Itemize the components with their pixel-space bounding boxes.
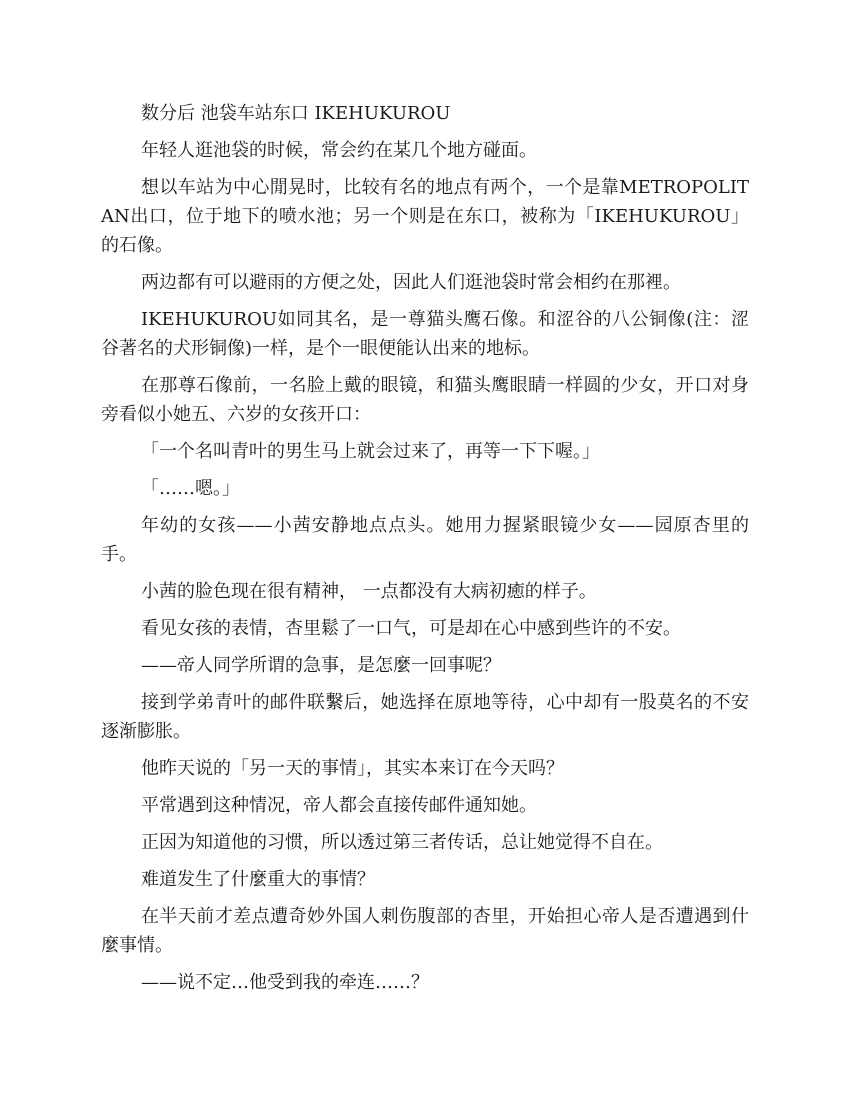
document-page (101, 99, 749, 1005)
inner-thought: ——说不定…他受到我的牵连……？ (141, 972, 429, 993)
paragraph: 平常遇到这种情况，帝人都会直接传邮件通知她。 (141, 795, 537, 816)
paragraph: 正因为知道他的习惯，所以透过第三者传话，总让她觉得不自在。 (141, 832, 663, 853)
paragraph: 年幼的女孩——小茜安静地点点头。她用力握紧眼镜少女——园原杏里的手。 (101, 515, 749, 565)
paragraph: 小茜的脸色现在很有精神， 一点都没有大病初癒的样子。 (141, 581, 597, 602)
inner-thought: ——帝人同学所谓的急事，是怎麼一回事呢？ (141, 655, 501, 676)
paragraph: 想以车站为中心閒晃时，比较有名的地点有两个，一个是靠METROPOLITAN出口，位于地下的喷水池；另一个则是在东口，被称为「IKEHUKUROU」的石像。 (101, 177, 749, 256)
paragraph: 难道发生了什麼重大的事情？ (141, 869, 375, 890)
paragraph: 两边都有可以避雨的方便之处，因此人们逛池袋时常会相约在那裡。 (141, 272, 681, 293)
paragraph: 看见女孩的表情，杏里鬆了一口气，可是却在心中感到些许的不安。 (141, 618, 681, 639)
paragraph: IKEHUKUROU如同其名，是一尊猫头鹰石像。和涩谷的八公铜像(注：涩谷著名的犬形铜像)一样，是个一眼便能认出来的地标。 (101, 309, 749, 359)
paragraph: 年轻人逛池袋的时候，常会约在某几个地方碰面。 (141, 140, 537, 161)
paragraph: 在半天前才差点遭奇妙外国人刺伤腹部的杏里，开始担心帝人是否遭遇到什麼事情。 (101, 906, 749, 956)
dialogue-line: 「一个名叫青叶的男生马上就会过来了，再等一下下喔。」 (141, 441, 600, 462)
paragraph: 接到学弟青叶的邮件联繫后，她选择在原地等待，心中却有一股莫名的不安逐渐膨胀。 (101, 692, 749, 742)
paragraph: 他昨天说的「另一天的事情」，其实本来订在今天吗？ (141, 758, 564, 779)
paragraph-scene-heading: 数分后 池袋车站东口 IKEHUKUROU (141, 103, 451, 124)
dialogue-line: 「……嗯。」 (141, 478, 240, 499)
paragraph: 在那尊石像前，一名脸上戴的眼镜，和猫头鹰眼睛一样圆的少女，开口对身旁看似小她五、六岁的女孩开口： (101, 375, 749, 425)
